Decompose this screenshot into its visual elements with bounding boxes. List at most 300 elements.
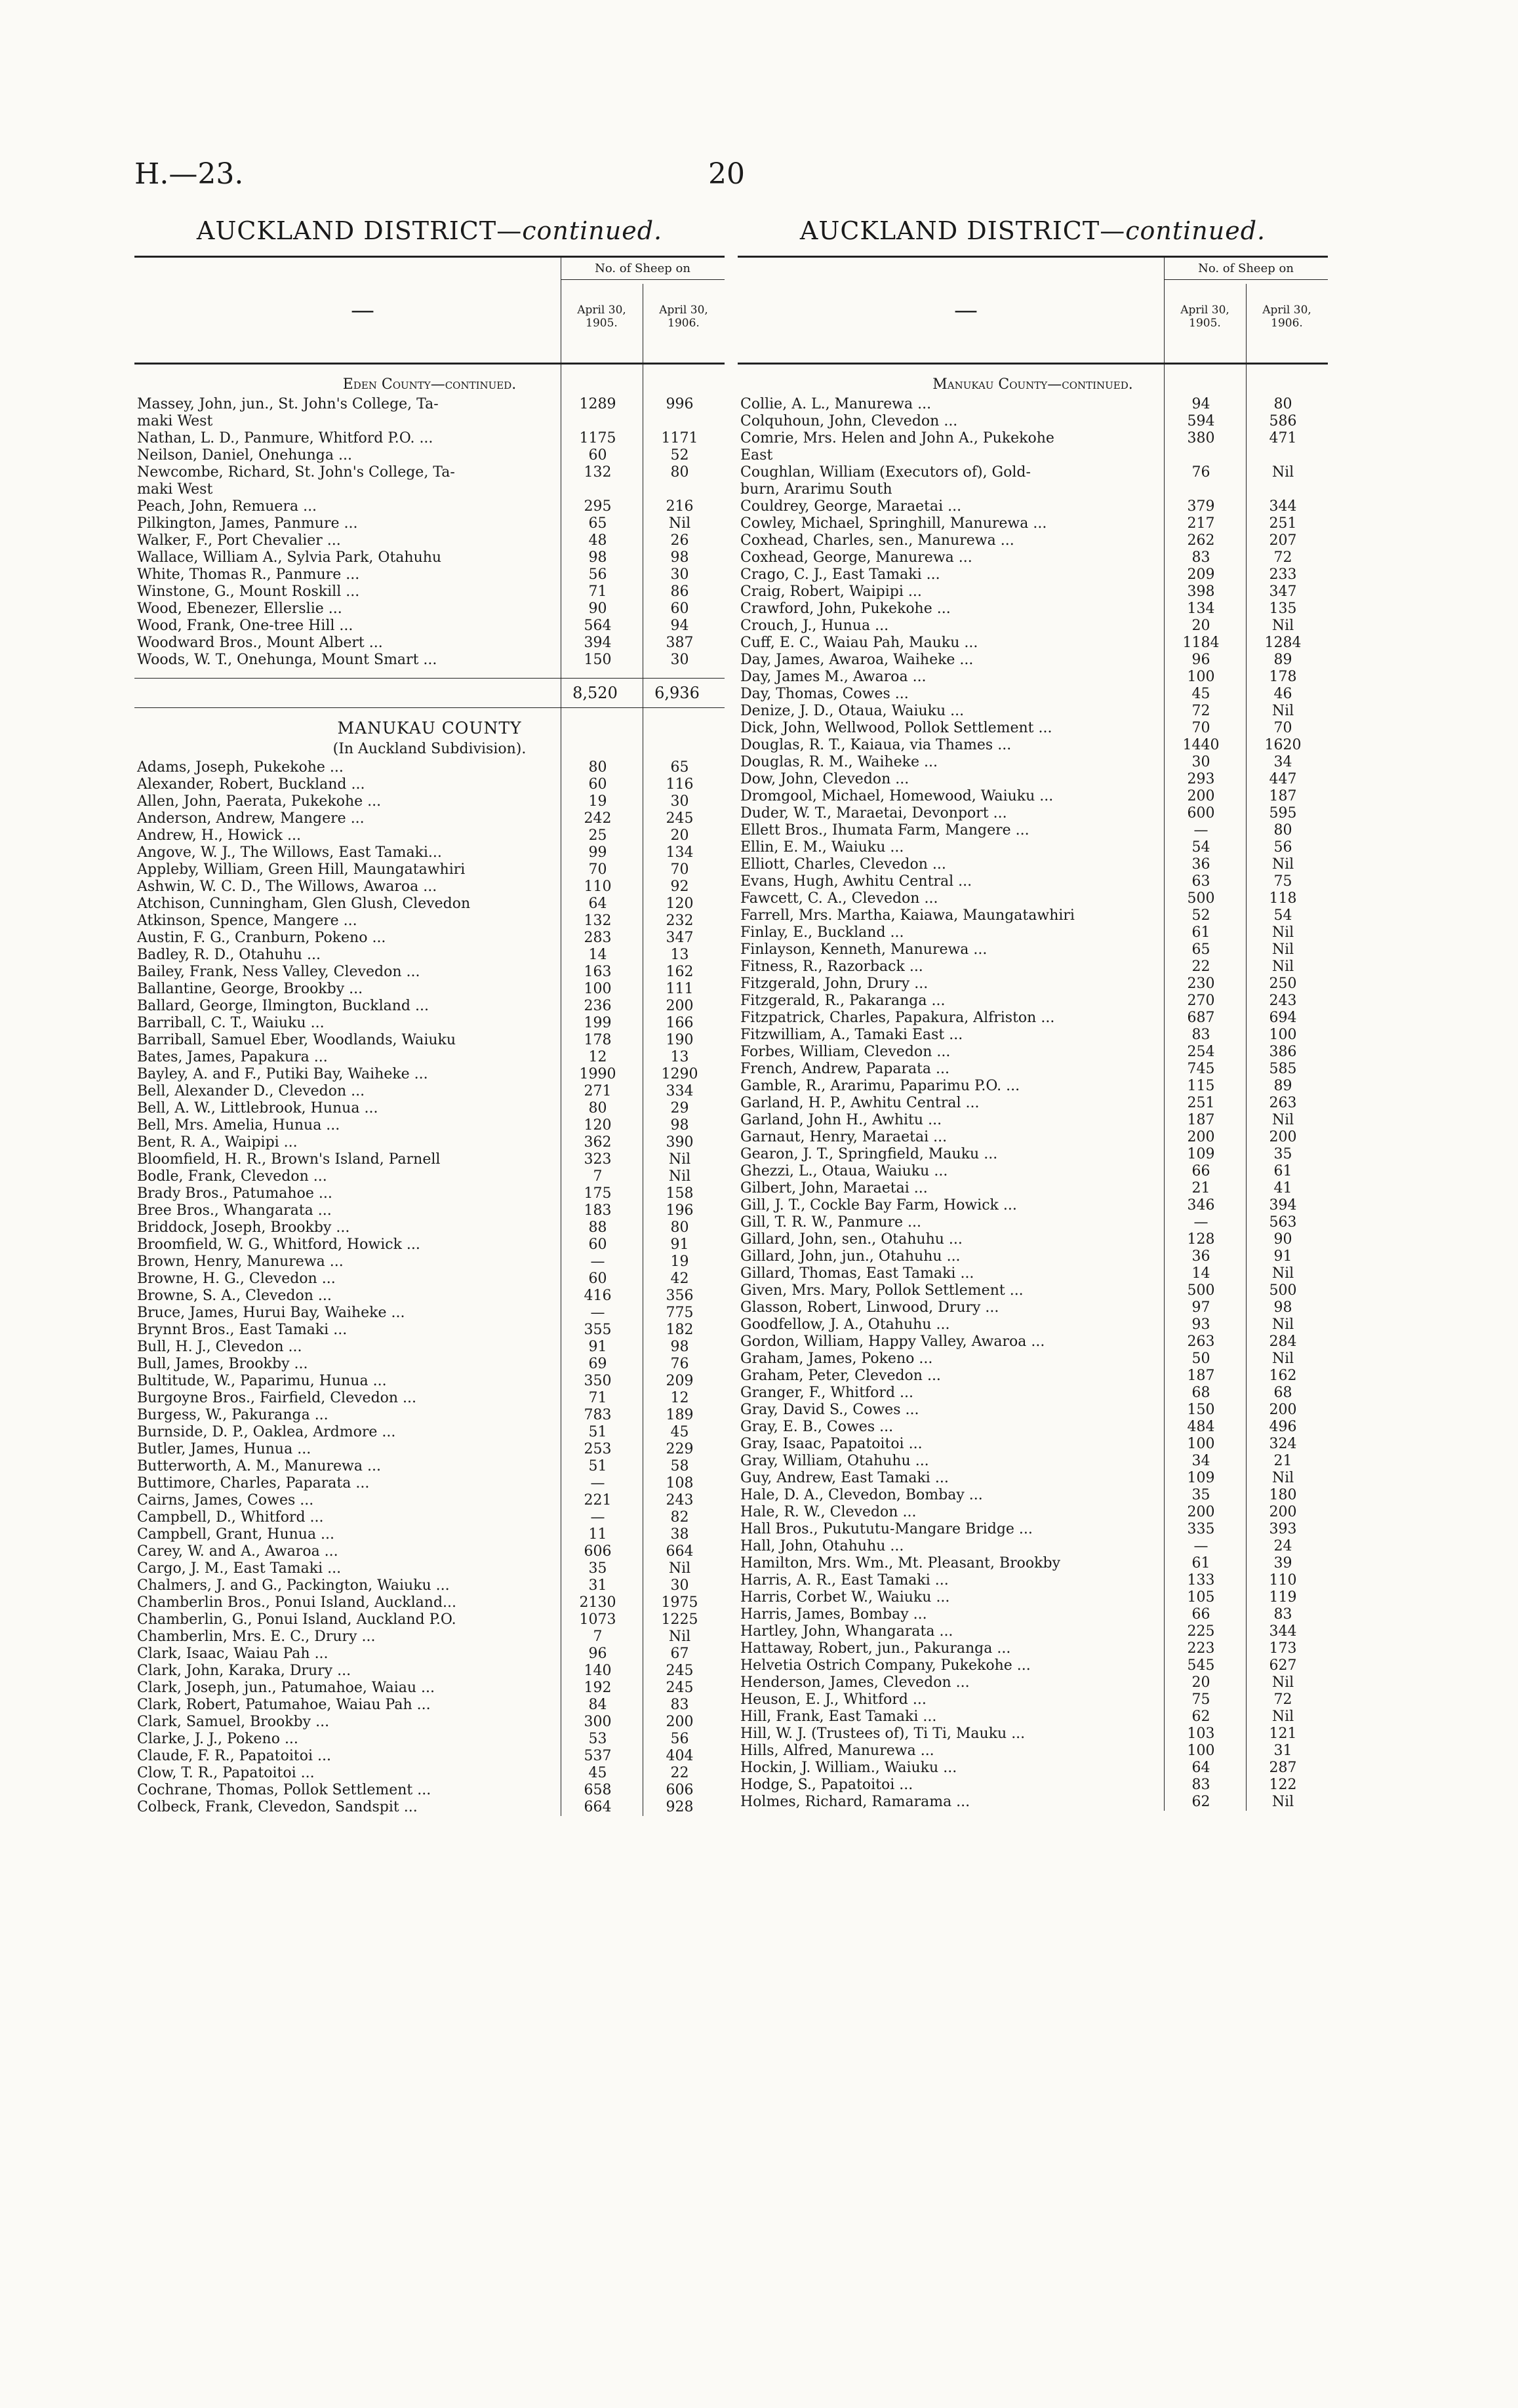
holder-name-cell: Woodward Bros., Mount Albert ... — [137, 635, 383, 651]
left-title-italic: continued. — [522, 216, 663, 245]
sheep-1905-cell: 187 — [1187, 1368, 1215, 1384]
right-column — [738, 216, 1328, 1811]
sheep-1906-cell: 245 — [666, 1663, 694, 1679]
table-row — [134, 430, 725, 447]
table-row — [134, 964, 725, 981]
table-row — [134, 447, 725, 464]
sheep-1906-cell: 1975 — [661, 1594, 698, 1611]
table-row — [134, 1407, 725, 1424]
holder-name-cell: Cochrane, Thomas, Pollok Settlement ... — [137, 1782, 431, 1798]
sheep-1906-cell: 60 — [670, 601, 689, 617]
sheep-1906-cell: 65 — [670, 759, 689, 776]
table-row — [738, 1453, 1328, 1470]
table-row — [134, 1100, 725, 1117]
sheep-1905-cell: 76 — [1191, 464, 1210, 481]
holder-name-cell: Cuff, E. C., Waiau Pah, Mauku ... — [740, 635, 978, 651]
holder-name-cell: Forbes, William, Clevedon ... — [740, 1044, 951, 1060]
sheep-1906-cell: 178 — [1269, 669, 1297, 685]
table-row — [134, 1271, 725, 1288]
sheep-1906-cell: 500 — [1269, 1282, 1297, 1299]
holder-name-cell: Finlayson, Kenneth, Manurewa ... — [740, 941, 988, 958]
sheep-1906-cell: 586 — [1269, 413, 1297, 429]
holder-name-cell: Hodge, S., Papatoitoi ... — [740, 1777, 913, 1793]
holder-name-cell: Graham, James, Pokeno ... — [740, 1351, 933, 1367]
right-header-span: No. of Sheep on — [1164, 262, 1328, 280]
holder-name-cell: Chamberlin, Mrs. E. C., Drury ... — [137, 1628, 376, 1645]
table-row — [738, 1708, 1328, 1726]
sheep-1905-cell: 484 — [1187, 1419, 1215, 1435]
sheep-1906-cell: 72 — [1273, 549, 1292, 566]
sheep-1906-cell: 585 — [1269, 1061, 1297, 1077]
sheep-1905-cell: 20 — [1191, 1674, 1210, 1691]
table-row — [738, 635, 1328, 652]
sheep-1905-cell: 69 — [588, 1356, 607, 1372]
holder-name-cell: Garland, H. P., Awhitu Central ... — [740, 1095, 980, 1111]
sheep-1905-cell: 62 — [1191, 1794, 1210, 1810]
table-row — [738, 532, 1328, 549]
sheep-1905-cell: 61 — [1191, 924, 1210, 941]
sheep-1905-cell: 175 — [584, 1185, 612, 1202]
sheep-1906-cell: 216 — [666, 498, 694, 515]
holder-name-cell: Heuson, E. J., Whitford ... — [740, 1691, 927, 1708]
sheep-1905-cell: 68 — [1191, 1385, 1210, 1401]
table-row — [738, 1197, 1328, 1214]
sheep-1906-cell: Nil — [668, 1168, 691, 1185]
table-row — [738, 1078, 1328, 1095]
sheep-1905-cell: 500 — [1187, 890, 1215, 907]
sheep-1905-cell: 236 — [584, 998, 612, 1014]
sheep-1906-cell: Nil — [1271, 1351, 1294, 1367]
holder-name-cell: Colbeck, Frank, Clevedon, Sandspit ... — [137, 1799, 418, 1815]
holder-name-cell: Fitzgerald, R., Pakaranga ... — [740, 993, 946, 1009]
holder-name-cell: Cairns, James, Cowes ... — [137, 1492, 314, 1509]
sheep-1905-cell: 300 — [584, 1714, 612, 1730]
sheep-1906-cell — [1242, 447, 1324, 464]
sheep-1905-cell: 133 — [1187, 1572, 1215, 1589]
holder-name-cell: Bultitude, W., Paparimu, Hunua ... — [137, 1373, 387, 1389]
table-row — [738, 1623, 1328, 1640]
sheep-1906-cell: 118 — [1269, 890, 1297, 907]
sheep-1906-cell: 200 — [666, 998, 694, 1014]
sheep-1906-cell: 30 — [670, 1577, 689, 1594]
holder-name-cell: Henderson, James, Clevedon ... — [740, 1674, 970, 1691]
sheep-1906-cell: Nil — [1271, 958, 1294, 975]
sheep-1906-cell: 190 — [666, 1032, 694, 1048]
table-row — [134, 1083, 725, 1100]
left-title-main: AUCKLAND DISTRICT— — [196, 216, 523, 245]
holder-name-cell: Clark, John, Karaka, Drury ... — [137, 1663, 351, 1679]
sheep-1905-cell: 100 — [1187, 1743, 1215, 1759]
sheep-1906-cell: 200 — [1269, 1402, 1297, 1418]
table-row — [134, 1253, 725, 1271]
holder-name-cell: Winstone, G., Mount Roskill ... — [137, 583, 360, 600]
sheep-1906-cell: 20 — [670, 827, 689, 844]
sheep-1905-cell: — — [590, 1253, 605, 1270]
sheep-1905-cell: 1175 — [579, 430, 616, 446]
sheep-1906-cell: 263 — [1269, 1095, 1297, 1111]
table-row — [738, 464, 1328, 481]
sheep-1906-cell: 70 — [1273, 720, 1292, 736]
sheep-1906-cell: 98 — [670, 1117, 689, 1134]
table-row — [738, 1589, 1328, 1606]
holder-name-cell: Day, James, Awaroa, Waiheke ... — [740, 652, 974, 668]
holder-name-cell: Gray, David S., Cowes ... — [740, 1402, 919, 1418]
right-title — [738, 216, 1328, 256]
holder-name-cell: Allen, John, Paerata, Pukekohe ... — [137, 793, 382, 810]
table-row — [738, 430, 1328, 447]
sheep-1905-cell: 75 — [1191, 1691, 1210, 1708]
holder-name-cell: Gray, William, Otahuhu ... — [740, 1453, 929, 1469]
table-row — [134, 1424, 725, 1441]
holder-name-cell: Cargo, J. M., East Tamaki ... — [137, 1560, 342, 1577]
sheep-1905-cell: 80 — [588, 1100, 607, 1116]
sheep-1906-cell: 200 — [666, 1714, 694, 1730]
table-row — [738, 771, 1328, 788]
holder-name-cell: Gillard, John, sen., Otahuhu ... — [740, 1231, 963, 1248]
sheep-1905-cell: 200 — [1187, 788, 1215, 804]
table-row — [738, 1794, 1328, 1811]
sheep-1905-cell: 270 — [1187, 993, 1215, 1009]
sheep-1906-cell: 158 — [666, 1185, 694, 1202]
sheep-1905-cell: 200 — [1187, 1129, 1215, 1145]
table-row — [738, 396, 1328, 413]
sheep-1905-cell: 97 — [1191, 1299, 1210, 1316]
holder-name-cell: Colquhoun, John, Clevedon ... — [740, 413, 958, 429]
table-row — [134, 1748, 725, 1765]
table-row — [738, 805, 1328, 822]
table-row — [738, 1163, 1328, 1180]
holder-name-cell: Farrell, Mrs. Martha, Kaiawa, Maungatawhiri — [740, 907, 1075, 924]
table-row — [738, 703, 1328, 720]
table-row — [738, 1061, 1328, 1078]
sheep-1906-cell: 86 — [670, 583, 689, 600]
table-row — [738, 958, 1328, 976]
sheep-1906-cell: 121 — [1269, 1726, 1297, 1742]
sheep-1905-cell: 545 — [1187, 1657, 1215, 1674]
sheep-1905-cell: 1289 — [579, 396, 616, 412]
sheep-1905-cell: 60 — [588, 1271, 607, 1287]
holder-name-cell: Carey, W. and A., Awaroa ... — [137, 1543, 338, 1560]
table-row — [738, 1333, 1328, 1351]
sheep-1906-cell: 135 — [1269, 601, 1297, 617]
sheep-1906-cell: 595 — [1269, 805, 1297, 821]
table-row — [134, 532, 725, 549]
sheep-1905-cell: 60 — [588, 447, 607, 464]
table-row — [738, 754, 1328, 771]
holder-name-cell: Bent, R. A., Waipipi ... — [137, 1134, 298, 1151]
left-table-body — [134, 364, 725, 1816]
holder-name-cell: Garland, John H., Awhitu ... — [740, 1112, 942, 1128]
left-total-row — [134, 678, 725, 708]
holder-name-cell: Goodfellow, J. A., Otahuhu ... — [740, 1316, 950, 1333]
sheep-1906-cell: 21 — [1273, 1453, 1292, 1469]
sheep-1906-cell: Nil — [668, 1628, 691, 1645]
sheep-1905-cell: 687 — [1187, 1010, 1215, 1026]
sheep-1905-cell: 71 — [588, 583, 607, 600]
sheep-1906-cell — [639, 413, 721, 430]
table-row — [134, 515, 725, 532]
sheep-1905-cell: 115 — [1187, 1078, 1215, 1094]
sheep-1906-cell: 61 — [1273, 1163, 1292, 1179]
sheep-1905-cell: 150 — [584, 652, 612, 668]
sheep-1906-cell: 39 — [1273, 1555, 1292, 1571]
sheep-1905-cell: 64 — [588, 896, 607, 912]
sheep-1906-cell: 67 — [670, 1646, 689, 1662]
sheep-1905-cell: 52 — [1191, 907, 1210, 924]
table-row — [738, 856, 1328, 873]
table-row — [738, 1180, 1328, 1197]
holder-name-cell: Burgess, W., Pakuranga ... — [137, 1407, 329, 1423]
sheep-1906-cell: 347 — [1269, 583, 1297, 600]
holder-name-cell: Andrew, H., Howick ... — [137, 827, 301, 844]
sheep-1906-cell: 91 — [1273, 1248, 1292, 1265]
holder-name-cell: Atkinson, Spence, Mangere ... — [137, 913, 357, 929]
table-row — [134, 861, 725, 878]
table-row — [134, 1015, 725, 1032]
sheep-1905-cell: 19 — [588, 793, 607, 810]
sheep-1905-cell: 105 — [1187, 1589, 1215, 1606]
sheep-1905-cell: 379 — [1187, 498, 1215, 515]
sheep-1906-cell: 627 — [1269, 1657, 1297, 1674]
holder-name-cell: Clow, T. R., Papatoitoi ... — [137, 1765, 315, 1781]
sheep-1905-cell: 263 — [1187, 1333, 1215, 1350]
sheep-1905-cell: — — [590, 1509, 605, 1526]
holder-name-cell: Hartley, John, Whangarata ... — [740, 1623, 953, 1640]
sheep-1905-cell: 594 — [1187, 413, 1215, 429]
holder-name-cell: Graham, Peter, Clevedon ... — [740, 1368, 941, 1384]
sheep-1906-cell — [1242, 481, 1324, 498]
table-row — [134, 1663, 725, 1680]
sheep-1906-cell: 471 — [1269, 430, 1297, 446]
sheep-1905-cell: 100 — [1187, 669, 1215, 685]
table-row — [134, 1611, 725, 1628]
table-row — [738, 618, 1328, 635]
table-row — [134, 618, 725, 635]
holder-name-cell: Clark, Robert, Patumahoe, Waiau Pah ... — [137, 1697, 431, 1713]
table-row — [134, 566, 725, 583]
sheep-1906-cell: 13 — [670, 947, 689, 963]
sheep-1906-cell: Nil — [1271, 1708, 1294, 1725]
sheep-1906-cell: 89 — [1273, 1078, 1292, 1094]
sheep-1905-cell: 65 — [588, 515, 607, 532]
holder-name-cell: Given, Mrs. Mary, Pollok Settlement ... — [740, 1282, 1024, 1299]
holder-name-cell: Fawcett, C. A., Clevedon ... — [740, 890, 938, 907]
table-row — [134, 844, 725, 861]
sheep-1905-cell: 500 — [1187, 1282, 1215, 1299]
table-row — [134, 498, 725, 515]
sheep-1905-cell: 70 — [1191, 720, 1210, 736]
table-row — [738, 1231, 1328, 1248]
sheep-1906-cell: 1171 — [661, 430, 698, 446]
sheep-1906-cell: 12 — [670, 1390, 689, 1406]
holder-name-cell: Hale, R. W., Clevedon ... — [740, 1504, 917, 1520]
sheep-1906-cell: 1290 — [661, 1066, 698, 1082]
sheep-1905-cell: 91 — [588, 1339, 607, 1355]
holder-name-cell: White, Thomas R., Panmure ... — [137, 566, 360, 583]
table-row — [134, 1577, 725, 1594]
holder-name-cell: French, Andrew, Paparata ... — [740, 1061, 950, 1077]
holder-name-cell: Alexander, Robert, Buckland ... — [137, 776, 365, 793]
table-row — [134, 1390, 725, 1407]
sheep-1905-cell: 163 — [584, 964, 612, 980]
sheep-1905-cell: 100 — [584, 981, 612, 997]
sheep-1906-cell: 387 — [666, 635, 694, 651]
holder-name-cell: Guy, Andrew, East Tamaki ... — [740, 1470, 949, 1486]
sheep-1905-cell: 398 — [1187, 583, 1215, 600]
sheep-1906-cell — [639, 481, 721, 498]
sheep-1905-cell: — — [1193, 822, 1208, 839]
sheep-1906-cell: 287 — [1269, 1760, 1297, 1776]
holder-name-cell: Chamberlin, G., Ponui Island, Auckland P.O. — [137, 1611, 456, 1628]
table-row — [738, 1521, 1328, 1538]
table-row — [134, 1236, 725, 1253]
table-row — [738, 1777, 1328, 1794]
table-row — [134, 1066, 725, 1083]
holder-name-cell: Crawford, John, Pukekohe ... — [740, 601, 951, 617]
sheep-1905-cell: 83 — [1191, 1027, 1210, 1043]
sheep-1905-cell: 230 — [1187, 976, 1215, 992]
sheep-1905-cell: 98 — [588, 549, 607, 566]
sheep-1905-cell: 394 — [584, 635, 612, 651]
table-row — [134, 913, 725, 930]
sheep-1905-cell: 48 — [588, 532, 607, 549]
sheep-1906-cell: 13 — [670, 1049, 689, 1065]
table-row — [134, 1356, 725, 1373]
holder-name-cell: Harris, A. R., East Tamaki ... — [740, 1572, 949, 1589]
holder-name-cell: Hill, Frank, East Tamaki ... — [740, 1708, 937, 1725]
sheep-1905-cell: 254 — [1187, 1044, 1215, 1060]
sheep-1906-cell: 100 — [1269, 1027, 1297, 1043]
table-row — [738, 1572, 1328, 1589]
sheep-1905-cell: 1440 — [1182, 737, 1220, 753]
sheep-1906-cell: 209 — [666, 1373, 694, 1389]
table-row — [738, 1743, 1328, 1760]
table-row — [134, 1475, 725, 1492]
holder-name-cell: Harris, Corbet W., Waiuku ... — [740, 1589, 950, 1606]
table-row — [134, 1526, 725, 1543]
holder-name-cell: Hockin, J. William., Waiuku ... — [740, 1760, 957, 1776]
sheep-1905-cell: 70 — [588, 861, 607, 878]
table-row — [134, 878, 725, 896]
holder-name-cell: Hall, John, Otahuhu ... — [740, 1538, 904, 1554]
sheep-1906-cell: 24 — [1273, 1538, 1292, 1554]
table-row — [134, 1288, 725, 1305]
sheep-1906-cell: 347 — [666, 930, 694, 946]
page-number: 20 — [708, 157, 745, 191]
holder-name-cell: Massey, John, jun., St. John's College, Ta- — [137, 396, 439, 412]
sheep-1905-cell: 380 — [1187, 430, 1215, 446]
sheep-1905-cell: 54 — [1191, 839, 1210, 856]
sheep-1906-cell: 356 — [666, 1288, 694, 1304]
sheep-1905-cell: 62 — [1191, 1708, 1210, 1725]
sheep-1905-cell: 150 — [1187, 1402, 1215, 1418]
holder-name-cell: Crago, C. J., East Tamaki ... — [740, 566, 940, 583]
table-row — [738, 1265, 1328, 1282]
table-row — [134, 810, 725, 827]
holder-name-cell: Ballard, George, Ilmington, Buckland ... — [137, 998, 429, 1014]
sheep-1906-cell: 30 — [670, 566, 689, 583]
holder-name-cell: Hall Bros., Pukututu-Mangare Bridge ... — [740, 1521, 1033, 1537]
sheep-1906-cell: 92 — [670, 878, 689, 895]
sheep-1905-cell: 110 — [584, 878, 612, 895]
sheep-1906-cell: Nil — [1271, 464, 1294, 481]
sheep-1905-cell: 61 — [1191, 1555, 1210, 1571]
sheep-1906-cell: 250 — [1269, 976, 1297, 992]
sheep-1906-cell: 29 — [670, 1100, 689, 1116]
sheep-1906-cell: 664 — [666, 1543, 694, 1560]
holder-name-cell: Gearon, J. T., Springfield, Mauku ... — [740, 1146, 998, 1162]
sheep-1905-cell: 99 — [588, 844, 607, 861]
sheep-1906-cell: 94 — [670, 618, 689, 634]
holder-name-cell: Bull, James, Brookby ... — [137, 1356, 308, 1372]
holder-name-cell: Hills, Alfred, Manurewa ... — [740, 1743, 934, 1759]
sheep-1905-cell: 83 — [1191, 1777, 1210, 1793]
holder-name-cell: Ellett Bros., Ihumata Farm, Mangere ... — [740, 822, 1029, 839]
table-row — [738, 1674, 1328, 1691]
sheep-1905-cell: 295 — [584, 498, 612, 515]
table-row — [738, 1146, 1328, 1163]
table-row — [134, 601, 725, 618]
holder-name-cell: Gill, J. T., Cockle Bay Farm, Howick ... — [740, 1197, 1017, 1214]
holder-name-cell: Duder, W. T., Maraetai, Devonport ... — [740, 805, 1007, 821]
table-row — [738, 1726, 1328, 1743]
sheep-1906-cell: 563 — [1269, 1214, 1297, 1231]
sheep-1906-cell: Nil — [1271, 1470, 1294, 1486]
table-row — [738, 1044, 1328, 1061]
sheep-1905-cell: 346 — [1187, 1197, 1215, 1214]
sheep-1905-cell: 21 — [1191, 1180, 1210, 1196]
holder-name-cell: Hale, D. A., Clevedon, Bombay ... — [740, 1487, 983, 1503]
sheep-1905-cell: 84 — [588, 1697, 607, 1713]
holder-name-cell: Barriball, C. T., Waiuku ... — [137, 1015, 325, 1031]
sheep-1905-cell: 31 — [588, 1577, 607, 1594]
sheep-1906-cell: 80 — [1273, 822, 1292, 839]
table-row — [134, 1322, 725, 1339]
sheep-1905-cell: 88 — [588, 1219, 607, 1236]
holder-name-cell: Burgoyne Bros., Fairfield, Clevedon ... — [137, 1390, 417, 1406]
holder-name-cell: Denize, J. D., Otaua, Waiuku ... — [740, 703, 965, 719]
sheep-1906-cell: Nil — [1271, 924, 1294, 941]
sheep-1906-cell: 70 — [670, 861, 689, 878]
sheep-1906-cell: 54 — [1273, 907, 1292, 924]
sheep-1906-cell: 404 — [666, 1748, 694, 1764]
holder-name-cell: Douglas, R. T., Kaiaua, via Thames ... — [740, 737, 1012, 753]
sheep-1906-cell: Nil — [1271, 1674, 1294, 1691]
holder-name-cell: Atchison, Cunningham, Glen Glush, Clevedon — [137, 896, 471, 912]
holder-name-cell: Bree Bros., Whangarata ... — [137, 1202, 332, 1219]
table-row — [738, 566, 1328, 583]
sheep-1905-cell — [1160, 481, 1242, 498]
sheep-1905-cell: 132 — [584, 464, 612, 481]
table-row — [134, 413, 725, 430]
right-header-col2: April 30, 1906. — [1262, 304, 1311, 330]
sheep-1905-cell: 783 — [584, 1407, 612, 1423]
holder-name-cell: Clark, Joseph, jun., Patumahoe, Waiau ... — [137, 1680, 435, 1696]
table-row — [134, 930, 725, 947]
sheep-1906-cell: 76 — [670, 1356, 689, 1372]
table-row — [134, 1628, 725, 1646]
sheep-1905-cell: 600 — [1187, 805, 1215, 821]
holder-name-cell: burn, Ararimu South — [740, 481, 892, 498]
sheep-1906-cell: 120 — [666, 896, 694, 912]
sheep-1905-cell: 2130 — [579, 1594, 616, 1611]
left-title — [134, 216, 725, 256]
table-row — [134, 1219, 725, 1236]
sheep-1906-cell: Nil — [1271, 703, 1294, 719]
sheep-1905-cell: 109 — [1187, 1146, 1215, 1162]
holder-name-cell: Bayley, A. and F., Putiki Bay, Waiheke ... — [137, 1066, 428, 1082]
sheep-1906-cell: Nil — [668, 1151, 691, 1168]
